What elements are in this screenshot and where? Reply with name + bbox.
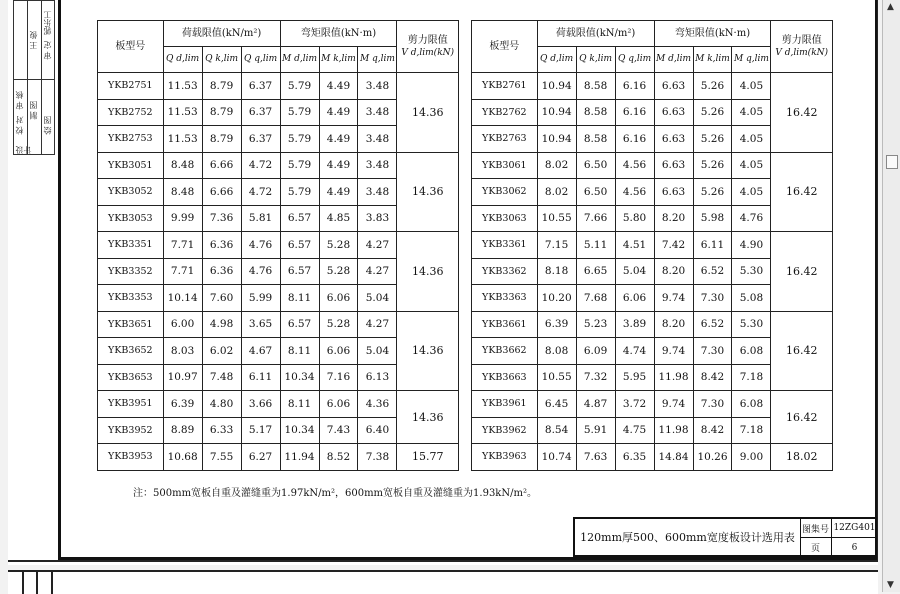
value-cell: 4.75 (615, 417, 654, 444)
next-page-preview (8, 570, 878, 594)
value-cell: 6.57 (280, 311, 319, 338)
value-cell: 5.11 (576, 232, 615, 259)
value-cell: 6.40 (358, 417, 397, 444)
value-cell: 6.66 (202, 152, 241, 179)
slab-code-cell: YKB3363 (472, 285, 538, 312)
value-cell: 4.98 (202, 311, 241, 338)
value-cell: 7.18 (732, 364, 771, 391)
value-cell: 5.04 (358, 285, 397, 312)
slab-code-cell: YKB3662 (472, 338, 538, 365)
value-cell: 8.20 (654, 205, 693, 232)
slab-code-cell: YKB3362 (472, 258, 538, 285)
value-cell: 10.94 (537, 126, 576, 153)
value-cell: 7.71 (163, 232, 202, 259)
value-cell: 7.71 (163, 258, 202, 285)
slab-code-cell: YKB3961 (472, 391, 538, 418)
value-cell: 6.57 (280, 258, 319, 285)
shear-value-cell: 14.36 (397, 152, 459, 232)
slab-code-cell: YKB3053 (98, 205, 164, 232)
value-cell: 14.84 (654, 444, 693, 471)
value-cell: 3.48 (358, 179, 397, 206)
value-cell: 6.06 (319, 285, 358, 312)
role-label: 设 计 (15, 146, 32, 154)
value-cell: 5.04 (615, 258, 654, 285)
slab-code-cell: YKB3653 (98, 364, 164, 391)
value-cell: 4.74 (615, 338, 654, 365)
title-block (573, 517, 877, 557)
slab-code-cell: YKB3661 (472, 311, 538, 338)
value-cell: 6.63 (654, 152, 693, 179)
value-cell: 4.67 (241, 338, 280, 365)
value-cell: 8.02 (537, 179, 576, 206)
load-subheader: Q q,lim (241, 47, 280, 73)
table-note: 注：500mm宽板自重及灌缝重为1.97kN/m²，600mm宽板自重及灌缝重为1.93kN/m²。 (133, 488, 537, 499)
value-cell: 8.58 (576, 99, 615, 126)
name-label: 郭乐工 (43, 11, 52, 35)
value-cell: 5.95 (615, 364, 654, 391)
value-cell: 3.66 (241, 391, 280, 418)
value-cell: 4.76 (241, 258, 280, 285)
value-cell: 8.79 (202, 99, 241, 126)
slab-code-cell: YKB3952 (98, 417, 164, 444)
value-cell: 6.37 (241, 73, 280, 100)
value-cell: 8.11 (280, 338, 319, 365)
value-cell: 11.53 (163, 73, 202, 100)
value-cell: 6.02 (202, 338, 241, 365)
value-cell: 4.05 (732, 152, 771, 179)
shear-value-cell: 14.36 (397, 232, 459, 312)
value-cell: 5.26 (693, 179, 732, 206)
load-limit-header: 荷载限值(kN/m²) (163, 21, 280, 47)
value-cell: 10.97 (163, 364, 202, 391)
value-cell: 6.36 (202, 258, 241, 285)
value-cell: 8.58 (576, 126, 615, 153)
moment-limit-header: 弯矩限值(kN·m) (280, 21, 397, 47)
value-cell: 5.79 (280, 152, 319, 179)
table-row (472, 152, 833, 179)
moment-subheader: M q,lim (358, 47, 397, 73)
shear-value-cell: 16.42 (771, 73, 833, 153)
table-row (472, 311, 833, 338)
value-cell: 6.50 (576, 152, 615, 179)
value-cell: 7.30 (693, 338, 732, 365)
value-cell: 6.66 (202, 179, 241, 206)
value-cell: 5.91 (576, 417, 615, 444)
value-cell: 3.83 (358, 205, 397, 232)
value-cell: 8.79 (202, 73, 241, 100)
value-cell: 7.60 (202, 285, 241, 312)
value-cell: 8.20 (654, 258, 693, 285)
value-cell: 4.51 (615, 232, 654, 259)
value-cell: 7.68 (576, 285, 615, 312)
value-cell: 6.50 (576, 179, 615, 206)
value-cell: 8.52 (319, 444, 358, 471)
value-cell: 9.00 (732, 444, 771, 471)
value-cell: 10.55 (537, 205, 576, 232)
value-cell: 7.30 (693, 391, 732, 418)
value-cell: 4.72 (241, 179, 280, 206)
value-cell: 6.16 (615, 126, 654, 153)
value-cell: 5.17 (241, 417, 280, 444)
value-cell: 6.08 (732, 391, 771, 418)
value-cell: 10.34 (280, 364, 319, 391)
value-cell: 10.20 (537, 285, 576, 312)
vertical-scrollbar[interactable] (882, 0, 900, 592)
value-cell: 6.37 (241, 126, 280, 153)
value-cell: 8.20 (654, 311, 693, 338)
slab-code-cell: YKB3361 (472, 232, 538, 259)
value-cell: 4.36 (358, 391, 397, 418)
slab-code-cell: YKB3962 (472, 417, 538, 444)
slab-code-cell: YKB3051 (98, 152, 164, 179)
value-cell: 4.72 (241, 152, 280, 179)
value-cell: 7.43 (319, 417, 358, 444)
value-cell: 6.35 (615, 444, 654, 471)
value-cell: 6.33 (202, 417, 241, 444)
value-cell: 4.49 (319, 73, 358, 100)
value-cell: 5.81 (241, 205, 280, 232)
value-cell: 10.68 (163, 444, 202, 471)
value-cell: 7.66 (576, 205, 615, 232)
value-cell: 9.74 (654, 391, 693, 418)
shear-symbol: V d,lim(kN) (775, 47, 829, 58)
load-subheader: Q d,lim (537, 47, 576, 73)
value-cell: 4.56 (615, 179, 654, 206)
value-cell: 4.05 (732, 126, 771, 153)
value-cell: 4.76 (241, 232, 280, 259)
value-cell: 4.27 (358, 258, 397, 285)
value-cell: 4.49 (319, 152, 358, 179)
table-row (98, 73, 459, 100)
value-cell: 5.04 (358, 338, 397, 365)
page-label: 页 (800, 538, 832, 557)
value-cell: 6.63 (654, 179, 693, 206)
value-cell: 7.15 (537, 232, 576, 259)
value-cell: 7.38 (358, 444, 397, 471)
shear-value-cell: 16.42 (771, 311, 833, 391)
value-cell: 6.57 (280, 232, 319, 259)
slab-code-cell: YKB2762 (472, 99, 538, 126)
slab-code-cell: YKB3353 (98, 285, 164, 312)
value-cell: 6.16 (615, 99, 654, 126)
value-cell: 6.36 (202, 232, 241, 259)
value-cell: 4.80 (202, 391, 241, 418)
value-cell: 10.94 (537, 99, 576, 126)
value-cell: 10.74 (537, 444, 576, 471)
value-cell: 5.28 (319, 311, 358, 338)
slab-code-cell: YKB3062 (472, 179, 538, 206)
value-cell: 6.06 (319, 338, 358, 365)
value-cell: 10.55 (537, 364, 576, 391)
value-cell: 4.85 (319, 205, 358, 232)
value-cell: 6.52 (693, 258, 732, 285)
signature-strip (13, 0, 55, 155)
value-cell: 4.56 (615, 152, 654, 179)
value-cell: 5.80 (615, 205, 654, 232)
moment-subheader: M k,lim (693, 47, 732, 73)
value-cell: 4.87 (576, 391, 615, 418)
value-cell: 7.48 (202, 364, 241, 391)
value-cell: 11.53 (163, 126, 202, 153)
sig-label: 审 定 (43, 41, 52, 60)
shear-label: 剪力限值 (781, 35, 822, 46)
sig-label: 制 图 (29, 101, 38, 120)
table-row (98, 311, 459, 338)
value-cell: 4.27 (358, 311, 397, 338)
value-cell: 5.28 (319, 232, 358, 259)
slab-code-cell: YKB2763 (472, 126, 538, 153)
value-cell: 6.65 (576, 258, 615, 285)
value-cell: 4.27 (358, 232, 397, 259)
shear-limit-header (397, 21, 459, 73)
sig-label: 绘 图 (43, 116, 52, 135)
value-cell: 6.06 (319, 391, 358, 418)
value-cell: 7.36 (202, 205, 241, 232)
value-cell: 4.49 (319, 126, 358, 153)
value-cell: 8.18 (537, 258, 576, 285)
scroll-up-icon[interactable]: ▲ (887, 2, 894, 12)
value-cell: 5.26 (693, 73, 732, 100)
slab-code-cell: YKB2752 (98, 99, 164, 126)
shear-symbol: V d,lim(kN) (401, 47, 455, 58)
value-cell: 8.11 (280, 391, 319, 418)
value-cell: 8.89 (163, 417, 202, 444)
value-cell: 3.48 (358, 126, 397, 153)
value-cell: 10.26 (693, 444, 732, 471)
value-cell: 6.00 (163, 311, 202, 338)
shear-value-cell: 18.02 (771, 444, 833, 471)
value-cell: 8.58 (576, 73, 615, 100)
value-cell: 4.05 (732, 73, 771, 100)
value-cell: 4.05 (732, 99, 771, 126)
load-subheader: Q k,lim (202, 47, 241, 73)
value-cell: 9.74 (654, 285, 693, 312)
shear-value-cell: 15.77 (397, 444, 459, 471)
value-cell: 5.28 (319, 258, 358, 285)
slab-code-cell: YKB2761 (472, 73, 538, 100)
right-design-table (471, 20, 833, 471)
value-cell: 8.79 (202, 126, 241, 153)
value-cell: 7.16 (319, 364, 358, 391)
value-cell: 8.11 (280, 285, 319, 312)
role-label: 校 对 (15, 116, 24, 135)
slab-type-header: 板型号 (98, 21, 164, 73)
atlas-number: 12ZG401 (832, 519, 877, 538)
slab-code-cell: YKB3063 (472, 205, 538, 232)
drawing-page (8, 0, 878, 565)
value-cell: 5.30 (732, 258, 771, 285)
value-cell: 6.57 (280, 205, 319, 232)
scroll-down-icon[interactable]: ▼ (887, 580, 894, 590)
value-cell: 7.32 (576, 364, 615, 391)
value-cell: 8.48 (163, 179, 202, 206)
value-cell: 4.05 (732, 179, 771, 206)
value-cell: 11.53 (163, 99, 202, 126)
value-cell: 7.42 (654, 232, 693, 259)
load-limit-header: 荷载限值(kN/m²) (537, 21, 654, 47)
value-cell: 7.55 (202, 444, 241, 471)
value-cell: 6.09 (576, 338, 615, 365)
value-cell: 5.98 (693, 205, 732, 232)
value-cell: 7.30 (693, 285, 732, 312)
slab-code-cell: YKB3651 (98, 311, 164, 338)
page-number: 6 (851, 542, 858, 553)
shear-limit-header (771, 21, 833, 73)
value-cell: 6.11 (241, 364, 280, 391)
table-row (98, 444, 459, 471)
value-cell: 5.26 (693, 152, 732, 179)
value-cell: 6.52 (693, 311, 732, 338)
shear-value-cell: 16.42 (771, 152, 833, 232)
value-cell: 8.02 (537, 152, 576, 179)
value-cell: 5.26 (693, 126, 732, 153)
slab-code-cell: YKB2751 (98, 73, 164, 100)
value-cell: 3.48 (358, 99, 397, 126)
value-cell: 11.94 (280, 444, 319, 471)
value-cell: 6.63 (654, 99, 693, 126)
slab-code-cell: YKB3663 (472, 364, 538, 391)
shear-value-cell: 14.36 (397, 311, 459, 391)
value-cell: 6.11 (693, 232, 732, 259)
value-cell: 6.27 (241, 444, 280, 471)
value-cell: 3.48 (358, 152, 397, 179)
slab-code-cell: YKB3963 (472, 444, 538, 471)
moment-subheader: M d,lim (280, 47, 319, 73)
value-cell: 6.37 (241, 99, 280, 126)
slab-code-cell: YKB3052 (98, 179, 164, 206)
value-cell: 5.79 (280, 99, 319, 126)
value-cell: 4.90 (732, 232, 771, 259)
value-cell: 3.89 (615, 311, 654, 338)
value-cell: 5.26 (693, 99, 732, 126)
value-cell: 4.49 (319, 99, 358, 126)
shear-value-cell: 16.42 (771, 391, 833, 444)
table-row (472, 444, 833, 471)
value-cell: 6.06 (615, 285, 654, 312)
value-cell: 3.72 (615, 391, 654, 418)
value-cell: 7.63 (576, 444, 615, 471)
value-cell: 6.39 (537, 311, 576, 338)
value-cell: 9.74 (654, 338, 693, 365)
slab-code-cell: YKB3061 (472, 152, 538, 179)
moment-limit-header: 弯矩限值(kN·m) (654, 21, 771, 47)
moment-subheader: M q,lim (732, 47, 771, 73)
value-cell: 10.94 (537, 73, 576, 100)
value-cell: 10.34 (280, 417, 319, 444)
value-cell: 5.08 (732, 285, 771, 312)
table-row (472, 73, 833, 100)
value-cell: 6.45 (537, 391, 576, 418)
value-cell: 5.23 (576, 311, 615, 338)
drawing-title: 120mm厚500、600mm宽度板设计选用表 (575, 519, 801, 555)
value-cell: 6.39 (163, 391, 202, 418)
role-label: 审 核 (15, 91, 24, 110)
slab-code-cell: YKB3352 (98, 258, 164, 285)
table-row (98, 152, 459, 179)
value-cell: 11.98 (654, 364, 693, 391)
value-cell: 6.08 (732, 338, 771, 365)
table-row (98, 391, 459, 418)
value-cell: 6.16 (615, 73, 654, 100)
value-cell: 8.54 (537, 417, 576, 444)
value-cell: 8.42 (693, 364, 732, 391)
shear-value-cell: 14.36 (397, 73, 459, 153)
moment-subheader: M k,lim (319, 47, 358, 73)
value-cell: 4.49 (319, 179, 358, 206)
value-cell: 8.48 (163, 152, 202, 179)
value-cell: 5.30 (732, 311, 771, 338)
value-cell: 7.18 (732, 417, 771, 444)
value-cell: 11.98 (654, 417, 693, 444)
shear-value-cell: 14.36 (397, 391, 459, 444)
value-cell: 8.08 (537, 338, 576, 365)
slab-code-cell: YKB3951 (98, 391, 164, 418)
value-cell: 5.79 (280, 126, 319, 153)
slab-code-cell: YKB3652 (98, 338, 164, 365)
value-cell: 5.99 (241, 285, 280, 312)
name-label: 王 俊 (29, 31, 38, 50)
shear-label: 剪力限值 (407, 35, 448, 46)
load-subheader: Q k,lim (576, 47, 615, 73)
value-cell: 8.03 (163, 338, 202, 365)
atlas-label: 图集号 (800, 519, 832, 538)
slab-code-cell: YKB3351 (98, 232, 164, 259)
value-cell: 8.42 (693, 417, 732, 444)
left-design-table (97, 20, 459, 471)
value-cell: 10.14 (163, 285, 202, 312)
value-cell: 5.79 (280, 73, 319, 100)
value-cell: 3.48 (358, 73, 397, 100)
table-row (472, 232, 833, 259)
load-subheader: Q d,lim (163, 47, 202, 73)
slab-code-cell: YKB2753 (98, 126, 164, 153)
value-cell: 3.65 (241, 311, 280, 338)
load-subheader: Q q,lim (615, 47, 654, 73)
table-row (472, 391, 833, 418)
value-cell: 6.13 (358, 364, 397, 391)
shear-value-cell: 16.42 (771, 232, 833, 312)
table-row (98, 232, 459, 259)
value-cell: 6.63 (654, 126, 693, 153)
slab-type-header: 板型号 (472, 21, 538, 73)
scroll-thumb[interactable] (886, 155, 898, 169)
slab-code-cell: YKB3953 (98, 444, 164, 471)
moment-subheader: M d,lim (654, 47, 693, 73)
value-cell: 9.99 (163, 205, 202, 232)
value-cell: 4.76 (732, 205, 771, 232)
value-cell: 5.79 (280, 179, 319, 206)
value-cell: 6.63 (654, 73, 693, 100)
